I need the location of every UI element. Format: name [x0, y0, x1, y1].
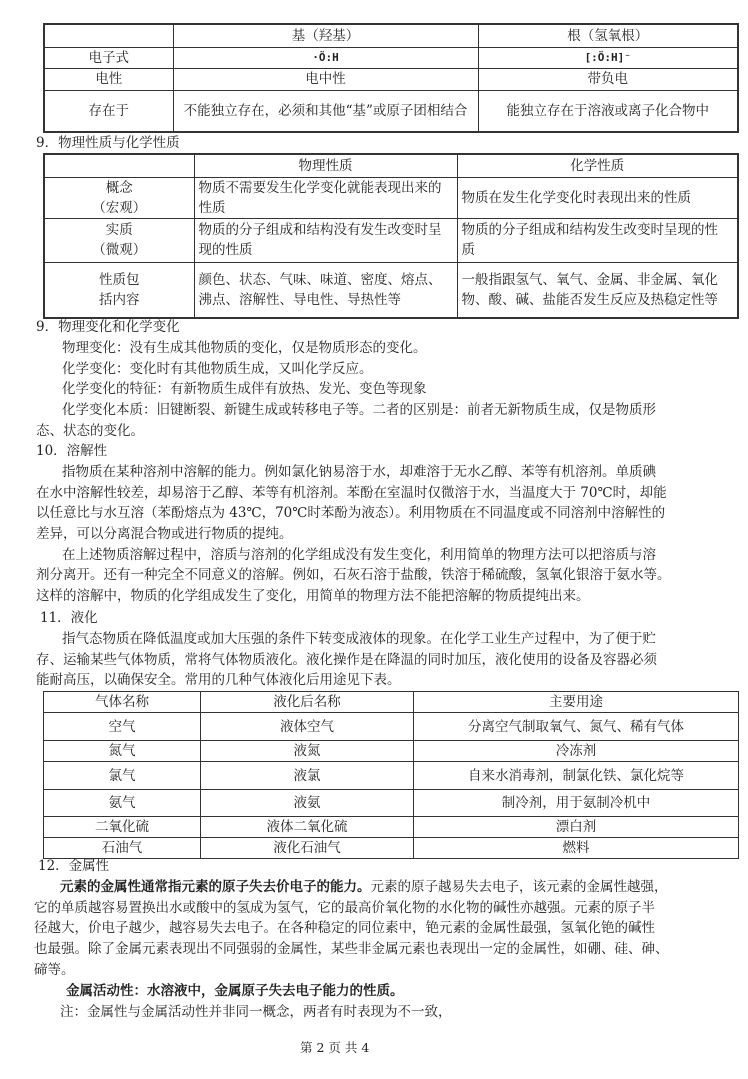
section-body	[34, 877, 740, 980]
text-line: 化学变化本质：旧键断裂、新键生成或转移电子等。二者的区别是：前者无新物质生成，仅是物质形	[62, 402, 656, 419]
bold-text: 金属活动性：水溶液中，金属原子失去电子能力的性质。	[66, 983, 404, 999]
table-cell: 液氨	[201, 790, 414, 817]
table-cell: 液氮	[201, 741, 414, 762]
header-physical: 物理性质	[194, 154, 457, 177]
cell-line: 物质的分子组成和结构发生改变时呈现的性	[461, 222, 718, 238]
cell-line: 括内容	[99, 291, 140, 308]
row-label	[44, 177, 194, 218]
table-cell	[194, 218, 457, 262]
table-cell: 电中性	[173, 68, 478, 90]
text-line: 也最强。除了金属元素表现出不同强弱的金属性，某些非金属元素也表现出一定的金属性，如硼、硅、砷、	[34, 941, 669, 958]
row-label	[44, 218, 194, 262]
header-empty	[44, 24, 173, 47]
table-cell: 液化石油气	[201, 838, 414, 859]
header-gas: 气体名称	[44, 692, 201, 713]
properties-table	[43, 153, 739, 319]
table-cell: 带负电	[478, 68, 738, 90]
group-vs-radical-table	[43, 23, 739, 133]
text-line: 碲等。	[34, 961, 75, 978]
cell-line: 一般指跟氢气、氧气、金属、非金属、氧化	[461, 271, 718, 288]
header-chemical: 化学性质	[457, 154, 738, 177]
cell-line: 沸点、溶解性、导电性、导热性等	[198, 291, 401, 308]
table-cell: 自来水消毒剂，制氯化铁、氯化烷等	[414, 762, 739, 790]
cell-line: 概念	[105, 179, 133, 196]
text-line: 在上述物质溶解过程中，溶质与溶剂的化学组成没有发生变化，利用简单的物理方法可以把溶质与溶	[62, 546, 656, 563]
table-cell: 能独立存在于溶液或离子化合物中	[478, 90, 738, 132]
gas-liquefaction-table	[43, 691, 739, 859]
page-number: 第 2 页 共 4	[300, 1040, 370, 1055]
cell-line: 颜色、状态、气味、味道、密度、熔点、	[198, 271, 442, 288]
cell-line: （宏观）	[92, 199, 147, 216]
row-label: 电子式	[44, 47, 173, 68]
electron-formula-hydroxyl: ·Ö:H	[173, 47, 478, 68]
table-cell: 燃料	[414, 838, 739, 859]
table-cell: 分离空气制取氧气、氮气、稀有气体	[414, 713, 739, 741]
table-cell: 制冷剂，用于氨制冷机中	[414, 790, 739, 817]
cell-line: 物质在发生化学变化时表现出来的性质	[461, 189, 691, 206]
table-cell: 石油气	[44, 838, 201, 859]
electron-formula-hydroxide: [:Ö:H]⁻	[478, 47, 738, 68]
table-cell	[194, 177, 457, 218]
cell-line: 性质	[198, 199, 226, 216]
section-title: 10．溶解性	[36, 443, 108, 459]
text-line: 态、状态的变化。	[36, 422, 144, 439]
table-cell	[194, 262, 457, 318]
text-line: 它的单质越容易置换出水或酸中的氢成为氢气，它的最高价氧化物的水化物的碱性亦越强。元素的原子半	[34, 899, 655, 916]
text-line: 能耐高压，以确保安全。常用的几种气体液化后用途见下表。	[36, 672, 401, 689]
table-cell: 液体空气	[201, 713, 414, 741]
text-line: 物理变化：没有生成其他物质的变化，仅是物质形态的变化。	[62, 340, 427, 356]
text-line: 径越大，价电子越少，越容易失去电子。在各种稳定的同位素中，铯元素的金属性最强，氢氧化铯的碱性	[34, 920, 655, 937]
text-line: 剂分离开。还有一种完全不同意义的溶解。例如，石灰石溶于盐酸，铁溶于稀硫酸，氢氧化银溶于氨水等。	[36, 567, 671, 584]
text-line: 化学变化：变化时有其他物质生成，又叫化学反应。	[62, 360, 373, 377]
cell-line: （微观）	[92, 242, 147, 258]
text-line: 指气态物质在降低温度或加大压强的条件下转变成液体的现象。在化学工业生产过程中，为了便于贮	[62, 631, 656, 647]
header-liquid: 液化后名称	[201, 692, 414, 713]
text-line: 差异，可以分离混合物或进行物质的提纯。	[36, 526, 293, 543]
text-line: 在水中溶解性较差，却易溶于乙醇、苯等有机溶剂。苯酚在室温时仅微溶于水，当温度大于 70℃时，却能	[36, 484, 667, 501]
row-label: 电性	[44, 68, 173, 90]
header-radical: 根（氢氧根）	[478, 24, 738, 47]
text-line: 指物质在某种溶剂中溶解的能力。例如氯化钠易溶于水，却难溶于无水乙醇、苯等有机溶剂。单质碘	[62, 464, 656, 480]
table-cell	[457, 177, 738, 218]
header-group: 基（羟基）	[173, 24, 478, 47]
table-cell: 氨气	[44, 790, 201, 817]
section-title: 9．物理性质与化学性质	[36, 135, 180, 151]
section-body	[36, 462, 742, 607]
row-label: 存在于	[44, 90, 173, 132]
section-title: 12．金属性	[38, 858, 110, 874]
cell-line: 现的性质	[198, 242, 253, 258]
cell-line: 物质的分子组成和结构没有发生改变时呈	[198, 222, 442, 238]
text-line: 以任意比与水互溶（苯酚熔点为 43℃，70℃时苯酚为液态）。利用物质在不同温度或不同溶剂中溶解性的	[36, 505, 666, 522]
table-cell: 氮气	[44, 741, 201, 762]
section-title: 11．液化	[40, 610, 98, 626]
metal-activity-definition	[60, 981, 748, 1022]
table-cell	[457, 218, 738, 262]
paragraph-text: 元素的原子越易失去电子，该元素的金属性越强，	[370, 879, 668, 895]
section-body	[36, 629, 742, 691]
text-line: 这样的溶解中，物质的化学组成发生了变化，用简单的物理方法不能把溶解的物质提纯出来。	[36, 588, 590, 605]
table-cell: 空气	[44, 713, 201, 741]
section-body	[36, 338, 742, 441]
cell-line: 物质不需要发生化学变化就能表现出来的	[198, 179, 442, 196]
table-cell: 液体二氧化硫	[201, 817, 414, 838]
table-cell: 不能独立存在，必须和其他“基”或原子团相结合	[173, 90, 478, 132]
header-use: 主要用途	[414, 692, 739, 713]
table-cell	[457, 262, 738, 318]
cell-line: 性质包	[99, 271, 140, 288]
cell-line: 实质	[105, 222, 133, 238]
table-cell: 漂白剂	[414, 817, 739, 838]
section-title: 9．物理变化和化学变化	[36, 319, 180, 335]
table-cell: 二氧化硫	[44, 817, 201, 838]
cell-line: 质	[461, 242, 475, 258]
text-line: 存、运输某些气体物质，常将气体物质液化。液化操作是在降温的同时加压，液化使用的设备及容器必须	[36, 651, 657, 668]
header-empty	[44, 154, 194, 177]
table-cell: 液氯	[201, 762, 414, 790]
metallicity-definition: 元素的金属性通常指元素的原子失去价电子的能力。	[60, 879, 371, 895]
row-label	[44, 262, 194, 318]
table-cell: 冷冻剂	[414, 741, 739, 762]
cell-line: 物、酸、碱、盐能否发生反应及热稳定性等	[461, 291, 718, 308]
table-cell: 氯气	[44, 762, 201, 790]
note-text: 注：金属性与金属活动性并非同一概念，两者有时表现为不一致，	[60, 1003, 452, 1020]
text-line: 化学变化的特征：有新物质生成伴有放热、发光、变色等现象	[62, 381, 427, 398]
